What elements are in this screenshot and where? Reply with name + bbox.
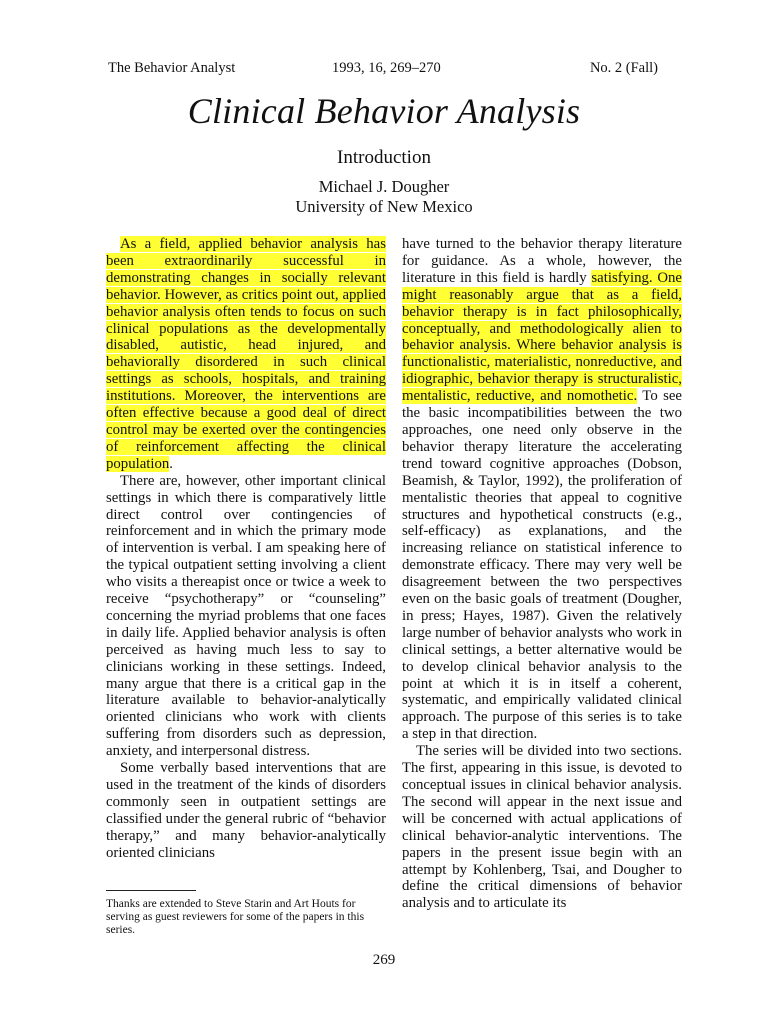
paragraph <box>106 236 386 473</box>
article-title: Clinical Behavior Analysis <box>187 91 581 131</box>
highlighted-text: As a field, applied behavior analysis has been extraordinarily successful in demonstrating changes in socially relevant behavior. However, as critics point out, applied behavior analysis often tends to focus on such clinical populations as the developmentally disabled, autistic, head injured, and behaviorally disordered in such clinical settings as schools, hospitals, and training institutions. Moreover, the interventions are often effective because a good deal of direct control may be exerted over the contingencies of reinforcement affecting the clinical population <box>106 236 386 472</box>
left-column <box>106 236 386 862</box>
author-affiliation: University of New Mexico <box>295 197 473 216</box>
page-number: 269 <box>372 952 396 968</box>
paragraph-text: have turned to the behavior therapy literature for guidance. As a whole, however, the literature in this field is hardly <box>402 236 682 286</box>
citation: 1993, 16, 269–270 <box>332 60 441 76</box>
journal-name: The Behavior Analyst <box>108 60 236 76</box>
paragraph: There are, however, other important clinical settings in which there is comparatively little direct control over contingencies of reinforcement and in which the primary mode of intervention is verbal. I am speaking here of the typical outpatient setting involving a client who visits a thereapist once or twice a week to receive “psychotherapy” or “counseling” concerning the myriad problems that one faces in daily life. Applied behavior analysis is often perceived as having much less to say to clinicians working in these settings. Indeed, many argue that there is a critical gap in the literature available to behavior-analytically oriented clinicians who work with clients suffering from disorders such as depression, anxiety, and interpersonal distress. <box>106 472 386 760</box>
paragraph: The series will be divided into two sections. The first, appearing in this issue, is devoted to conceptual issues in clinical behavior analysis. The second will appear in the next issue and will be concerned with actual applications of clinical behavior-analytic interventions. The papers in the present issue begin with an attempt by Kohlenberg, Tsai, and Dougher to define the critical dimensions of behavior analysis and to articulate its <box>402 743 682 912</box>
right-column <box>402 236 682 912</box>
footnote-rule <box>106 890 196 891</box>
author-block <box>0 177 768 217</box>
paragraph-text: To see the basic incompatibilities between the two approaches, one need only observe in the behavior therapy literature the accelerating trend toward cognitive approaches (Dobson, Beamish, & Taylor, 1992), the proliferation of mentalistic theories that appeal to cognitive structures and hypothetical constructs (e.g., self-efficacy) as explanations, and the increasing reliance on statistical inference to demonstrate efficacy. There may very well be disagreement between the two perspectives even on the basic goals of treatment (Dougher, in press; Hayes, 1987). Given the relatively large number of behavior analysts who work in clinical settings, a better alternative would be to develop clinical behavior analysis to the point at which it is in itself a coherent, systematic, and empirically validated clinical approach. The purpose of this series is to take a step in that direction. <box>402 388 682 743</box>
issue-number: No. 2 (Fall) <box>589 60 658 76</box>
article-subtitle: Introduction <box>337 147 431 168</box>
author-name: Michael J. Dougher <box>318 177 450 196</box>
highlighted-text: satisfying. One might reasonably argue that as a field, behavior therapy is in fact philosophically, conceptually, and methodologically alien to behavior analysis. Where behavior analysis is functionalistic, materialistic, nonreductive, and idiographic, behavior therapy is structuralistic, mentalistic, reductive, and nomothetic. <box>402 269 682 405</box>
running-header <box>0 60 768 80</box>
paragraph-text: . <box>169 455 173 472</box>
paragraph: Some verbally based interventions that are used in the treatment of the kinds of disorders commonly seen in outpatient settings are classified under the general rubric of “behavior therapy,” and many behavior-analytically oriented clinicians <box>106 760 386 861</box>
footnote: Thanks are extended to Steve Starin and Art Houts for serving as guest reviewers for some of the papers in this series. <box>106 898 365 936</box>
paragraph <box>402 236 682 743</box>
